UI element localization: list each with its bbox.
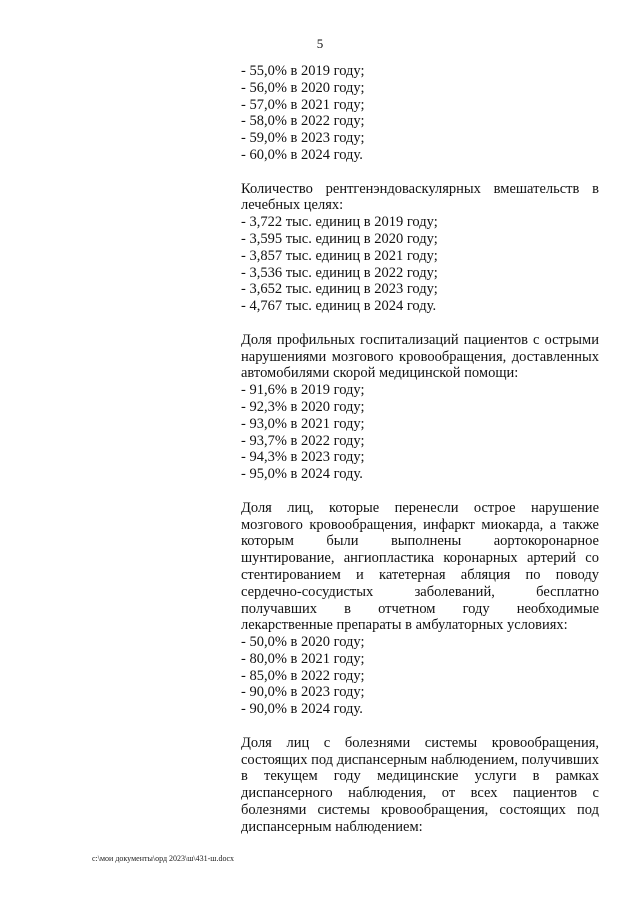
list-item: - 56,0% в 2020 году; [241, 79, 365, 96]
document-body [241, 63, 599, 836]
list-item: - 60,0% в 2024 году. [241, 146, 363, 163]
list-item: - 3,857 тыс. единиц в 2021 году; [241, 247, 438, 264]
list-item: - 4,767 тыс. единиц в 2024 году. [241, 298, 437, 315]
list-item: - 92,3% в 2020 году; [241, 398, 365, 415]
list-item: - 3,595 тыс. единиц в 2020 году; [241, 230, 438, 247]
list-item: - 94,3% в 2023 году; [241, 449, 365, 466]
list-item: - 57,0% в 2021 году; [241, 96, 365, 113]
section-free-medicines [241, 500, 599, 718]
list-item: - 93,0% в 2021 году; [241, 415, 365, 432]
list-item: - 3,652 тыс. единиц в 2023 году; [241, 281, 438, 298]
list-item: - 91,6% в 2019 году; [241, 382, 365, 399]
section-heading: Доля лиц с болезнями системы кровообращения, состоящих под диспансерным наблюдением, получивших в текущем году медицинские услуги в рамках диспансерного наблюдения, от всех пациентов с болезнями системы кровообращения, состоящих под диспансерным наблюдением: [241, 734, 599, 835]
list-item: - 59,0% в 2023 году; [241, 130, 365, 147]
list-item: - 93,7% в 2022 году; [241, 432, 365, 449]
section-first-list [241, 63, 599, 164]
list-item: - 85,0% в 2022 году; [241, 667, 365, 684]
list-item: - 3,536 тыс. единиц в 2022 году; [241, 264, 438, 281]
section-heading: Количество рентгенэндоваскулярных вмешательств в лечебных целях: [241, 180, 599, 214]
section-heading: Доля профильных госпитализаций пациентов с острыми нарушениями мозгового кровообращения, доставленных автомобилями скорой медицинской помощи: [241, 331, 599, 382]
section-x-ray-interventions [241, 181, 599, 315]
list-item: - 55,0% в 2019 году; [241, 63, 365, 79]
file-path-footer: c:\мои документы\орд 2023\ш\431-ш.docx [92, 854, 235, 863]
section-heading: Доля лиц, которые перенесли острое нарушение мозгового кровообращения, инфаркт миокарда, а также которым были выполнены аортокоронарное шунтирование, ангиопластика коронарных артерий со стентированием и катетерная абляция по поводу сердечно-сосудистых заболеваний, бесплатно получавших в отчетном году необходимые лекарственные препараты в амбулаторных условиях: [241, 499, 599, 634]
list-item: - 3,722 тыс. единиц в 2019 году; [241, 214, 438, 231]
list-item: - 90,0% в 2023 году; [241, 684, 365, 701]
list-item: - 80,0% в 2021 году; [241, 650, 365, 667]
list-item: - 58,0% в 2022 году; [241, 113, 365, 130]
section-stroke-hospitalizations [241, 332, 599, 483]
list-item: - 95,0% в 2024 году. [241, 466, 363, 483]
section-dispensary-observation [241, 735, 599, 836]
page-number: 5 [316, 36, 324, 51]
list-item: - 90,0% в 2024 году. [241, 701, 363, 718]
list-item: - 50,0% в 2020 году; [241, 634, 365, 651]
